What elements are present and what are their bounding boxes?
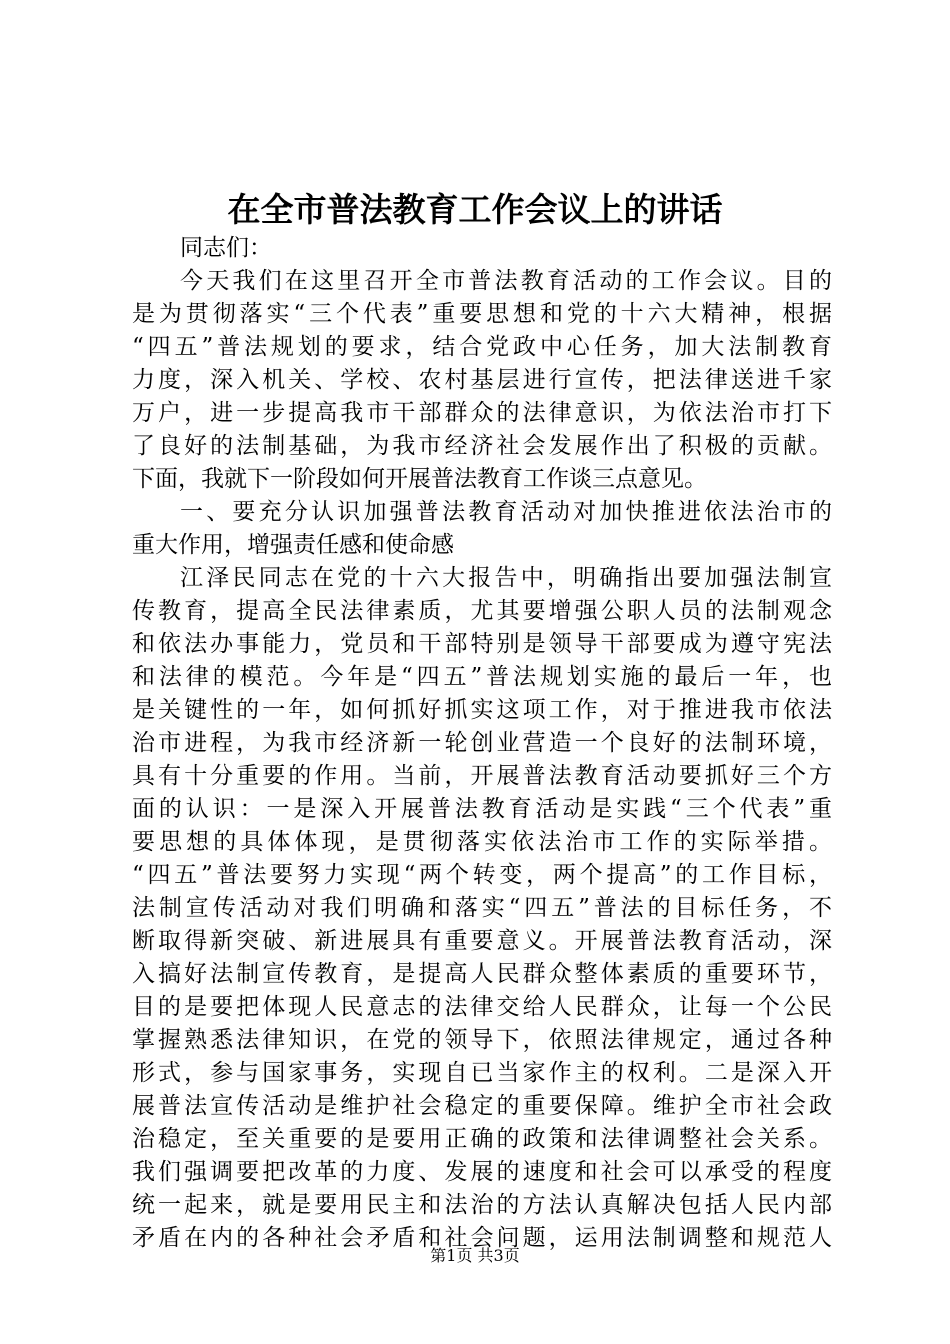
paragraph-line: 下面，我就下一阶段如何开展普法教育工作谈三点意见。 <box>132 466 707 492</box>
paragraph-line: 江泽民同志在党的十六大报告中，明确指出要加强法制宣 <box>180 565 832 591</box>
paragraph-line: 是关键性的一年，如何抓好抓实这项工作，对于推进我市依法 <box>132 697 832 723</box>
paragraph-line: 要思想的具体体现，是贯彻落实依法治市工作的实际举措。 <box>132 829 832 855</box>
paragraph-line: 目的是要把体现人民意志的法律交给人民群众，让每一个公民 <box>132 994 832 1020</box>
paragraph-line: 掌握熟悉法律知识，在党的领导下，依照法律规定，通过各种 <box>132 1027 832 1053</box>
paragraph-line: 治市进程，为我市经济新一轮创业营造一个良好的法制环境， <box>132 730 832 756</box>
paragraph-line: 力度，深入机关、学校、农村基层进行宣传，把法律送进千家 <box>132 367 832 393</box>
paragraph-line: 展普法宣传活动是维护社会稳定的重要保障。维护全市社会政 <box>132 1093 832 1119</box>
paragraph-line: 法制宣传活动对我们明确和落实“四五”普法的目标任务，不 <box>132 895 832 921</box>
paragraph-line: 我们强调要把改革的力度、发展的速度和社会可以承受的程度 <box>132 1159 832 1185</box>
paragraph-line: 矛盾在内的各种社会矛盾和社会问题，运用法制调整和规范人 <box>132 1225 832 1251</box>
paragraph-line: “四五”普法要努力实现“两个转变，两个提高”的工作目标， <box>132 862 832 888</box>
salutation-line: 同志们： <box>180 235 272 261</box>
paragraph-line: 面的认识：一是深入开展普法教育活动是实践“三个代表”重 <box>132 796 832 822</box>
paragraph-line: 断取得新突破、新进展具有重要意义。开展普法教育活动，深 <box>132 928 832 954</box>
section-heading-line: 重大作用，增强责任感和使命感 <box>132 532 454 558</box>
page-number: 第1页 共3页 <box>430 1246 520 1265</box>
paragraph-line: 万户，进一步提高我市干部群众的法律意识，为依法治市打下 <box>132 400 832 426</box>
paragraph-line: 了良好的法制基础，为我市经济社会发展作出了积极的贡献。 <box>132 433 832 459</box>
paragraph-line: 统一起来，就是要用民主和法治的方法认真解决包括人民内部 <box>132 1192 832 1218</box>
section-heading-line: 一、要充分认识加强普法教育活动对加快推进依法治市的 <box>180 499 832 525</box>
paragraph-line: 和依法办事能力，党员和干部特别是领导干部要成为遵守宪法 <box>132 631 832 657</box>
paragraph-line: 治稳定，至关重要的是要用正确的政策和法律调整社会关系。 <box>132 1126 832 1152</box>
paragraph-line: 是为贯彻落实“三个代表”重要思想和党的十六大精神，根据 <box>132 301 832 327</box>
paragraph-line: 形式，参与国家事务，实现自已当家作主的权利。二是深入开 <box>132 1060 832 1086</box>
paragraph-line: 具有十分重要的作用。当前，开展普法教育活动要抓好三个方 <box>132 763 832 789</box>
document-title: 在全市普法教育工作会议上的讲话 <box>227 190 723 229</box>
document-body <box>132 232 832 1255</box>
paragraph-line: 今天我们在这里召开全市普法教育活动的工作会议。目的 <box>180 268 832 294</box>
paragraph-line: 入搞好法制宣传教育，是提高人民群众整体素质的重要环节， <box>132 961 832 987</box>
paragraph-line: “四五”普法规划的要求，结合党政中心任务，加大法制教育 <box>132 334 832 360</box>
paragraph-line: 传教育，提高全民法律素质，尤其要增强公职人员的法制观念 <box>132 598 832 624</box>
paragraph-line: 和法律的模范。今年是“四五”普法规划实施的最后一年，也 <box>132 664 832 690</box>
